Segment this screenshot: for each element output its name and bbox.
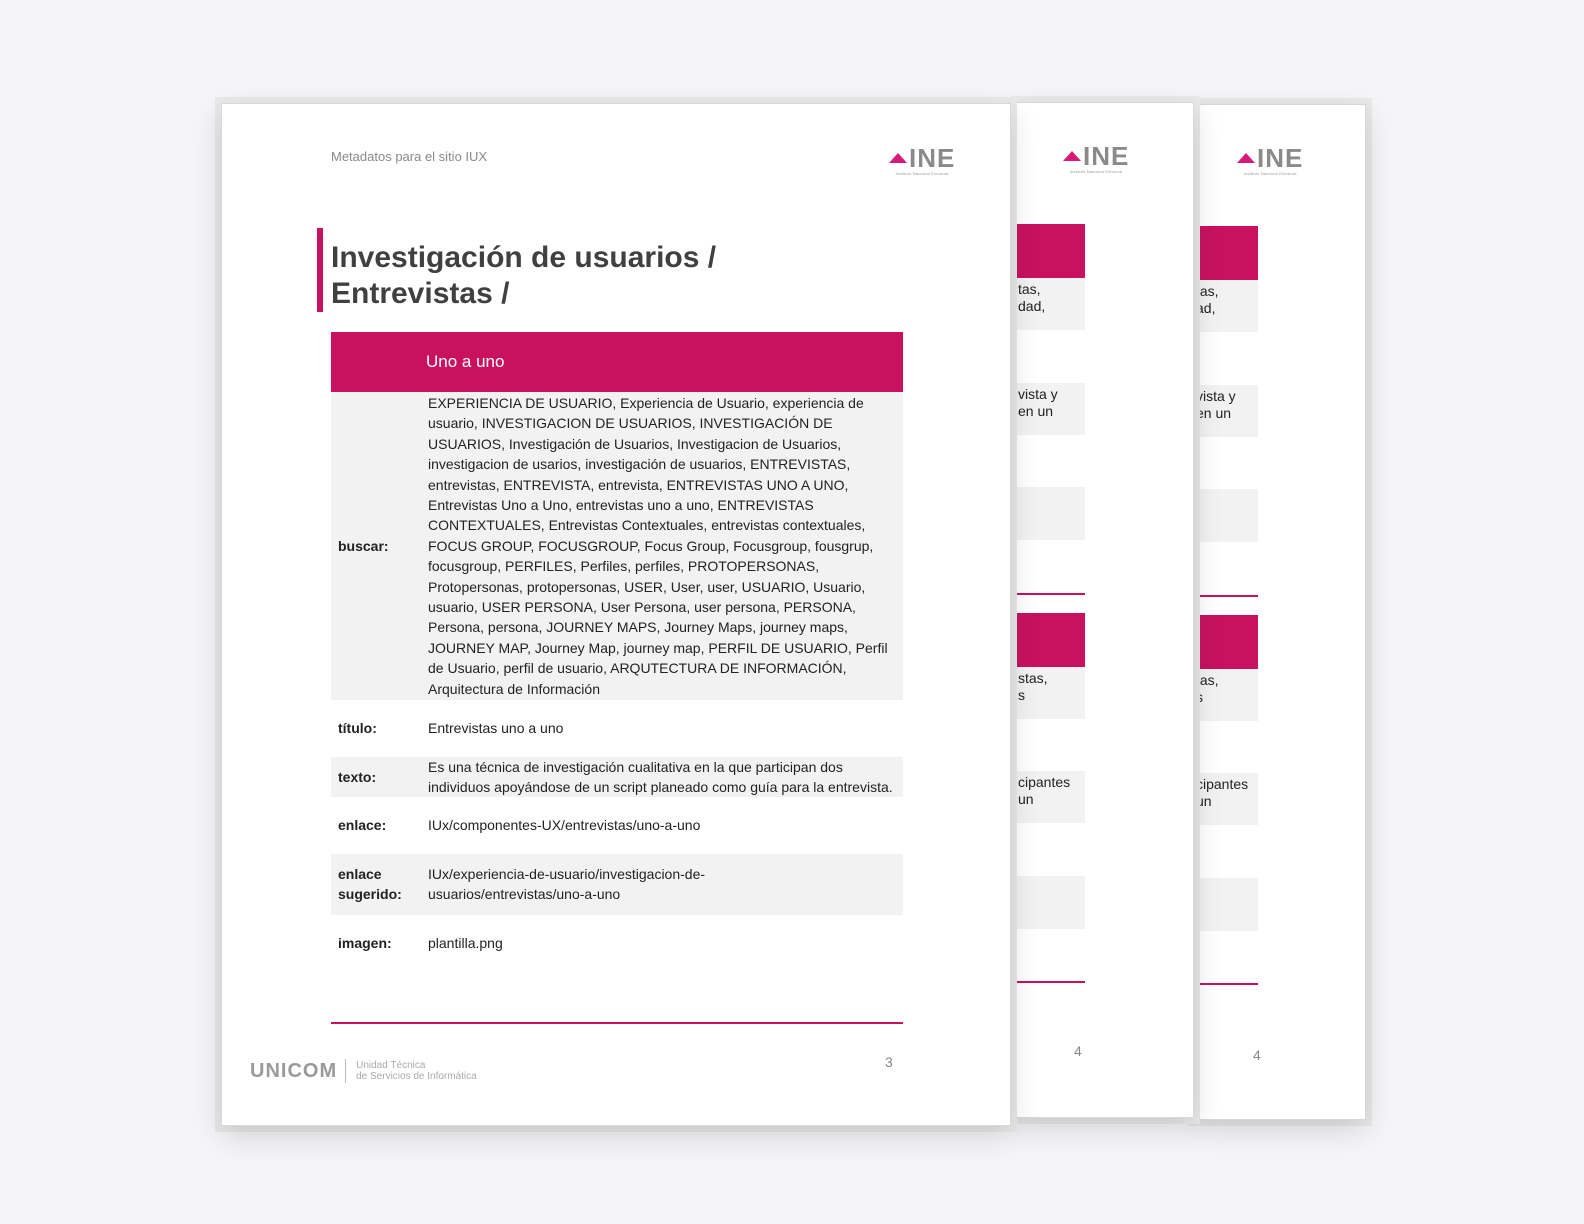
table-cell-fragment: stas, s (1017, 667, 1085, 719)
row-value: IUx/componentes-UX/entrevistas/uno-a-uno (428, 817, 701, 834)
document-page-front (221, 103, 1011, 1126)
metadata-table (331, 332, 903, 953)
table-row-texto (331, 757, 903, 798)
table-row-enlace-sugerido (331, 854, 903, 915)
page-header-text: Metadatos para el sitio IUX (331, 149, 488, 164)
table-rule-fragment (1195, 595, 1258, 597)
row-value: Es una técnica de investigación cualitativa en la que participan dos individuos apoyándose de un script planeado como guía para la entrevista. (420, 757, 903, 798)
table-bottom-rule (331, 1022, 903, 1024)
table-cell-fragment (1017, 876, 1085, 929)
row-value: plantilla.png (428, 934, 503, 951)
table-row-titulo (331, 718, 903, 738)
table-row-buscar (331, 392, 903, 700)
ine-logo-mark-icon (1063, 151, 1081, 161)
table-cell-fragment: cipantes un (1195, 773, 1258, 825)
table-cell-fragment (1195, 489, 1258, 542)
table-cell-fragment: vista y en un (1195, 385, 1258, 437)
table-cell-fragment: cipantes un (1017, 771, 1085, 823)
row-label: buscar: (331, 392, 420, 700)
document-page-middle (1016, 102, 1194, 1118)
row-value: IUx/experiencia-de-usuario/investigacion-de-usuarios/entrevistas/uno-a-uno (420, 854, 903, 915)
page-number: 4 (1074, 1043, 1082, 1059)
row-label: enlace: (338, 817, 387, 834)
ine-logo: INE Instituto Nacional Electoral (1237, 147, 1303, 176)
row-label: imagen: (338, 934, 392, 951)
footer-divider (345, 1059, 346, 1083)
table-header-row (331, 332, 903, 392)
table-cell-fragment: tas, dad, (1017, 278, 1085, 330)
table-rule-fragment (1017, 593, 1085, 595)
row-label: texto: (331, 757, 420, 798)
ine-logo-mark-icon (889, 153, 907, 163)
page-number: 4 (1253, 1047, 1261, 1063)
row-label: enlace sugerido: (331, 854, 420, 915)
table-row-enlace (331, 815, 903, 835)
table-header-fragment (1017, 224, 1085, 278)
row-label: título: (338, 720, 377, 737)
table-header-label: Uno a uno (420, 332, 903, 392)
footer-brand (250, 1059, 477, 1083)
table-cell-fragment: tas, s (1195, 669, 1258, 721)
unicom-logo: UNICOM (250, 1059, 338, 1082)
title-accent-bar (317, 228, 323, 312)
table-row-imagen (331, 933, 903, 953)
table-header-fragment (1195, 226, 1258, 280)
document-page-back (1194, 104, 1366, 1120)
footer-unit-text: Unidad Técnica de Servicios de Informática (356, 1060, 477, 1082)
table-cell-fragment: tas, ad, (1195, 280, 1258, 332)
table-cell-fragment (1195, 878, 1258, 931)
row-value: EXPERIENCIA DE USUARIO, Experiencia de Usuario, experiencia de usuario, INVESTIGACION DE USUARIOS, INVESTIGACIÓN DE USUARIOS, Investigación de Usuarios, Investigacion de Usuarios, investigacion de usarios, investigación de usuarios, ENTREVISTAS, entrevistas, ENTREVISTA, entrevista, ENTREVISTAS UNO A UNO, Entrevistas Uno a Uno, entrevistas uno a uno, ENTREVISTAS CONTEXTUALES, Entrevistas Contextuales, entrevistas contextuales, FOCUS GROUP, FOCUSGROUP, Focus Group, Focusgroup, fousgrup, focusgroup, PERFILES, Perfiles, perfiles, PROTOPERSONAS, Protopersonas, protopersonas, USER, User, user, USUARIO, Usuario, usuario, USER PERSONA, User Persona, user persona, PERSONA, Persona, persona, JOURNEY MAPS, Journey Maps, journey maps, JOURNEY MAP, Journey Map, journey map, PERFIL DE USUARIO, Perfil de Usuario, perfil de usuario, ARQUTECTURA DE INFORMACIÓN, Arquitectura de Información (420, 392, 903, 700)
table-rule-fragment (1017, 981, 1085, 983)
table-header-fragment (1017, 613, 1085, 667)
table-rule-fragment (1195, 983, 1258, 985)
page-number: 3 (885, 1054, 893, 1070)
ine-logo: INE Instituto Nacional Electoral (889, 147, 955, 176)
table-cell-fragment (1017, 487, 1085, 540)
ine-logo-mark-icon (1237, 153, 1255, 163)
table-header-fragment (1195, 615, 1258, 669)
row-value: Entrevistas uno a uno (428, 720, 564, 737)
table-cell-fragment: vista y en un (1017, 383, 1085, 435)
ine-logo: INE Instituto Nacional Electoral (1063, 145, 1129, 174)
page-title: Investigación de usuarios / Entrevistas / (331, 241, 717, 310)
